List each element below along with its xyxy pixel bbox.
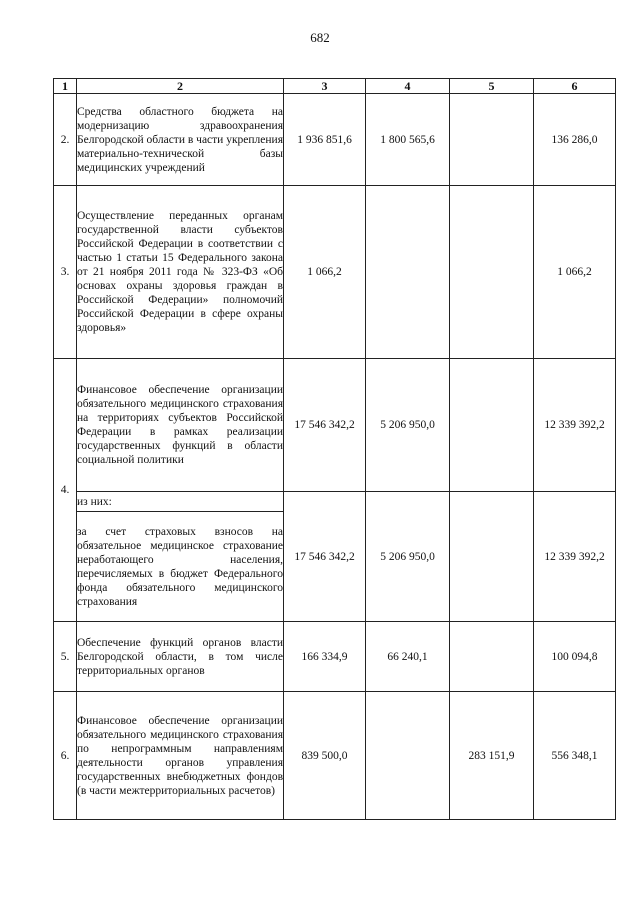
- cell-col4: 66 240,1: [366, 622, 450, 692]
- cell-col5: [450, 186, 534, 359]
- cell-col4: [366, 692, 450, 820]
- budget-table: [53, 78, 616, 820]
- cell-col6: 12 339 392,2: [534, 492, 616, 622]
- cell-col3: 166 334,9: [284, 622, 366, 692]
- cell-col4: 5 206 950,0: [366, 492, 450, 622]
- cell-col5: [450, 359, 534, 492]
- row-number: 5.: [54, 622, 77, 692]
- column-header: 6: [534, 79, 616, 94]
- cell-col6: 1 066,2: [534, 186, 616, 359]
- row-description: Осуществление переданных органам государственной власти субъектов Российской Федерации в соответствии с частью 1 статьи 15 Федерального закона от 21 ноября 2011 года № 323-ФЗ «Об основах охраны здоровья граждан в Российской Федерации» полномочий Российской Федерации в сфере охраны здоровья»: [77, 186, 284, 359]
- table-row: [54, 492, 616, 512]
- column-header: 2: [77, 79, 284, 94]
- table-row: [54, 692, 616, 820]
- row-number: 3.: [54, 186, 77, 359]
- table-row: [54, 622, 616, 692]
- column-header: 1: [54, 79, 77, 94]
- table-row: [54, 359, 616, 492]
- cell-col4: 1 800 565,6: [366, 94, 450, 186]
- cell-col6: 100 094,8: [534, 622, 616, 692]
- row-description: Обеспечение функций органов власти Белгородской области, в том числе территориальных органов: [77, 622, 284, 692]
- cell-col6: 12 339 392,2: [534, 359, 616, 492]
- page-number: 682: [310, 30, 330, 45]
- row-description: Финансовое обеспечение организации обязательного медицинского страхования на территориях субъектов Российской Федерации в рамках реализации государственных функций в области социальной политики: [77, 359, 284, 492]
- cell-col5: [450, 492, 534, 622]
- column-header: 5: [450, 79, 534, 94]
- cell-col4: [366, 186, 450, 359]
- column-header: 4: [366, 79, 450, 94]
- cell-col6: 556 348,1: [534, 692, 616, 820]
- row-number: 2.: [54, 94, 77, 186]
- cell-col3: 839 500,0: [284, 692, 366, 820]
- header-row: [54, 79, 616, 94]
- table-row: [54, 186, 616, 359]
- cell-col5: [450, 622, 534, 692]
- cell-col4: 5 206 950,0: [366, 359, 450, 492]
- table-row: [54, 94, 616, 186]
- row-number: 6.: [54, 692, 77, 820]
- cell-col3: 1 936 851,6: [284, 94, 366, 186]
- row-description: за счет страховых взносов на обязательное медицинское страхование неработающего населения, перечисляемых в бюджет Федерального фонда обязательного медицинского страхования: [77, 512, 284, 622]
- sub-label: из них:: [77, 492, 284, 512]
- row-description: Средства областного бюджета на модернизацию здравоохранения Белгородской области в части укрепления материально-технической базы медицинских учреждений: [77, 94, 284, 186]
- cell-col5: 283 151,9: [450, 692, 534, 820]
- cell-col3: 1 066,2: [284, 186, 366, 359]
- row-number: 4.: [54, 359, 77, 622]
- cell-col5: [450, 94, 534, 186]
- cell-col6: 136 286,0: [534, 94, 616, 186]
- row-description: Финансовое обеспечение организации обязательного медицинского страхования по непрограммным направлениям деятельности органов управления государственных внебюджетных фондов (в части межтерриториальных расчетов): [77, 692, 284, 820]
- cell-col3: 17 546 342,2: [284, 492, 366, 622]
- column-header: 3: [284, 79, 366, 94]
- cell-col3: 17 546 342,2: [284, 359, 366, 492]
